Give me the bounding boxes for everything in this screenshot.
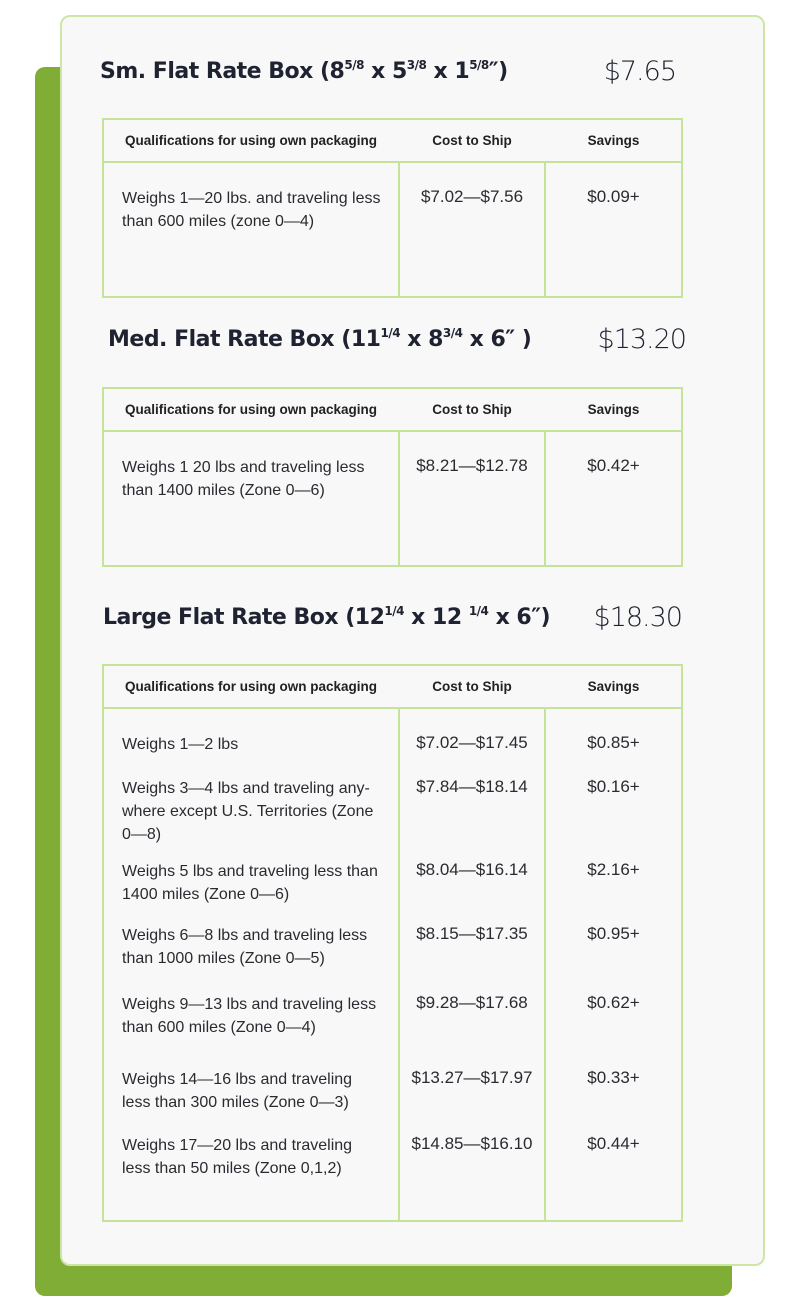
header-qual: Qualifications for using own packaging [124,402,378,417]
table-header [104,389,681,432]
row-cost: $7.02—$17.45 [416,733,528,752]
row-qualification: Weighs 14—16 lbs and traveling less than 300 miles (Zone 0—3) [122,1071,353,1111]
rate-table [102,118,683,298]
row-qualification: Weighs 17—20 lbs and traveling less than 50 miles (Zone 0,1,2) [122,1137,353,1177]
row-savings: $0.42+ [587,456,640,475]
table-header [104,120,681,163]
box-price: $18.30 [593,602,682,633]
row-savings: $0.62+ [587,993,640,1012]
row-cost: $13.27—$17.97 [411,1068,533,1087]
header-qual: Qualifications for using own packaging [124,133,378,148]
column-divider [544,161,546,296]
title-text: x 5 [363,59,407,84]
title-text: x 6″ ) [462,327,532,352]
row-qualification: Weighs 1—20 lbs. and traveling less than 600 miles (zone 0—4) [122,190,381,230]
title-text: ″) [488,59,508,84]
row-cost: $9.28—$17.68 [416,993,528,1012]
title-text: Large Flat Rate Box (12 [103,605,385,630]
box-title [108,326,531,352]
title-superscript: 3/4 [442,326,463,340]
title-superscript: 5/8 [344,58,364,72]
header-savings: Savings [587,679,640,694]
title-text: Med. Flat Rate Box (11 [108,327,381,352]
row-cost: $8.21—$12.78 [416,456,528,475]
title-text: x 6″) [488,605,551,630]
column-divider [398,161,400,296]
header-qual: Qualifications for using own packaging [124,679,378,694]
title-superscript: 5/8 [469,58,489,72]
box-price: $13.20 [597,324,686,355]
header-savings: Savings [587,133,640,148]
header-cost: Cost to Ship [432,133,512,148]
rate-table [102,664,683,1222]
box-title [100,58,508,84]
row-savings: $0.33+ [587,1068,640,1087]
row-cost: $8.15—$17.35 [416,924,528,943]
row-savings: $0.09+ [587,187,640,206]
row-cost: $7.84—$18.14 [416,777,528,796]
row-qualification: Weighs 3—4 lbs and traveling any-where except U.S. Territories (Zone 0—8) [122,780,374,843]
title-superscript: 3/8 [406,58,427,72]
header-savings: Savings [587,402,640,417]
box-title [103,604,550,630]
title-superscript: 1/4 [384,604,405,618]
row-savings: $2.16+ [587,860,640,879]
row-qualification: Weighs 1—2 lbs [122,736,239,753]
rate-table [102,387,683,567]
row-savings: $0.16+ [587,777,640,796]
header-cost: Cost to Ship [432,679,512,694]
title-text: Sm. Flat Rate Box (8 [100,59,345,84]
row-qualification: Weighs 9—13 lbs and traveling less than 600 miles (Zone 0—4) [122,996,377,1036]
title-superscript: 1/4 [468,604,489,618]
row-cost: $7.02—$7.56 [420,187,524,206]
row-cost: $14.85—$16.10 [411,1134,533,1153]
title-text: x 8 [400,327,443,352]
title-text: x 1 [426,59,470,84]
row-savings: $0.85+ [587,733,640,752]
row-savings: $0.44+ [587,1134,640,1153]
row-cost: $8.04—$16.14 [416,860,528,879]
table-header [104,666,681,709]
column-divider [544,430,546,565]
column-divider [398,430,400,565]
header-cost: Cost to Ship [432,402,512,417]
title-text: x 12 [404,605,469,630]
row-qualification: Weighs 6—8 lbs and traveling less than 1000 miles (Zone 0—5) [122,927,368,967]
row-qualification: Weighs 5 lbs and traveling less than 1400 miles (Zone 0—6) [122,863,378,903]
title-superscript: 1/4 [380,326,401,340]
row-qualification: Weighs 1 20 lbs and traveling less than 1400 miles (Zone 0—6) [122,459,365,499]
row-savings: $0.95+ [587,924,640,943]
box-price: $7.65 [603,56,676,87]
